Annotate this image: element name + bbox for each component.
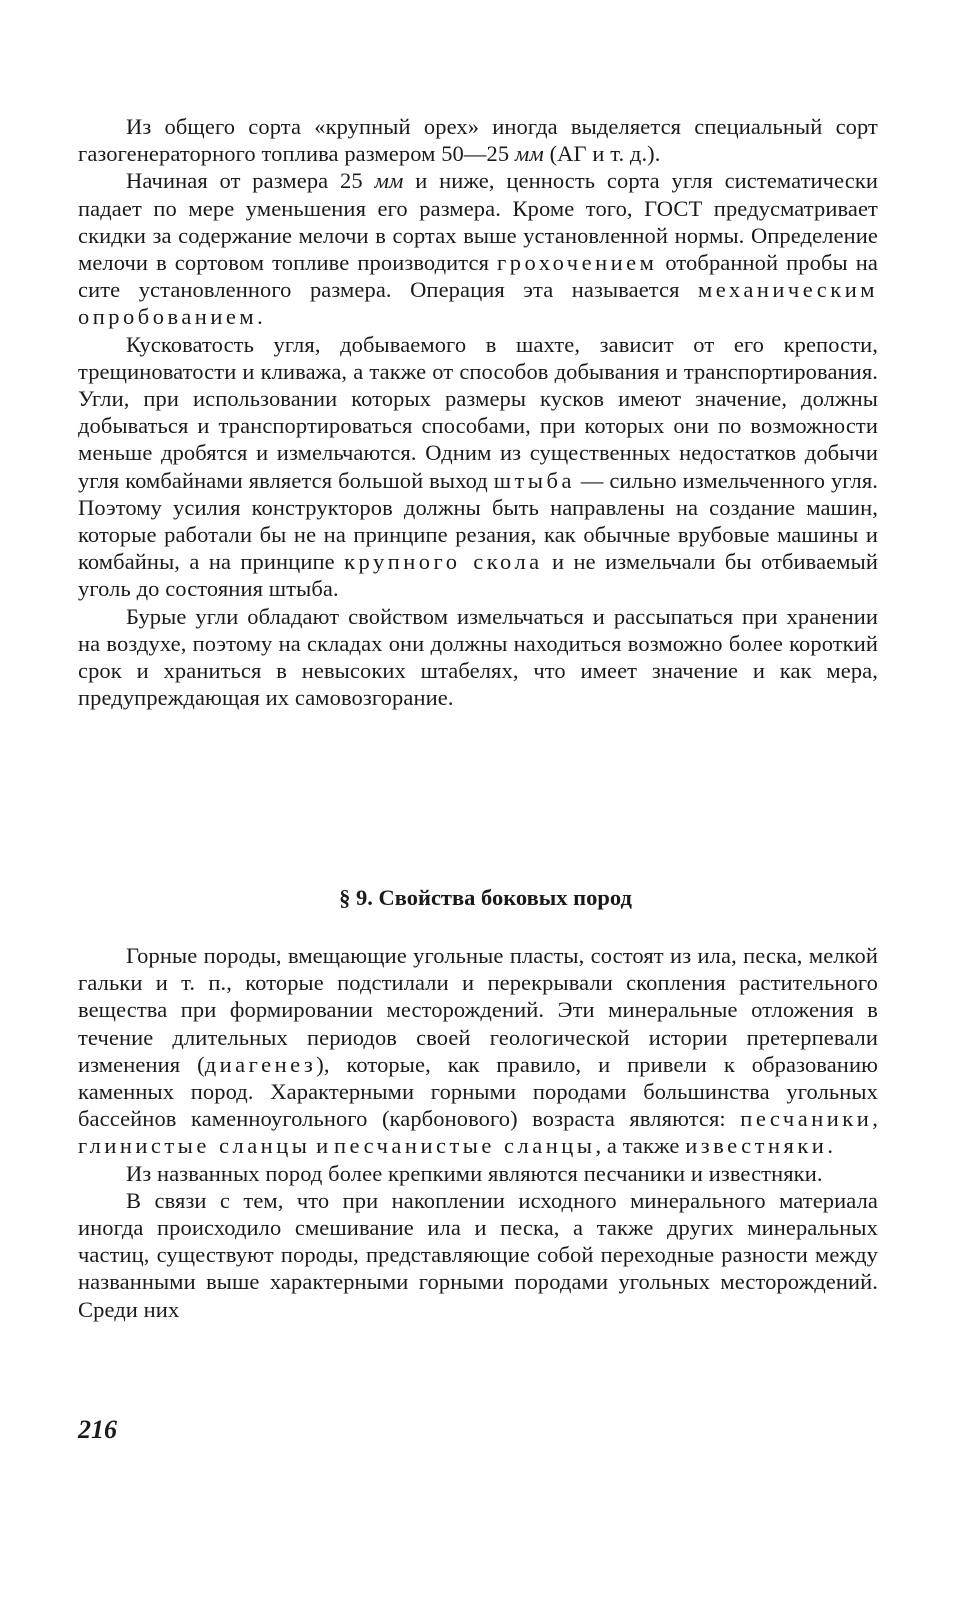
- paragraph: [78, 331, 878, 603]
- spaced-term: крупного скола: [344, 549, 543, 575]
- text-run: ), которые, как правило, и привели к образованию каменных пород. Характерными горными породами большинства угольных бассейнов каменноугольного (карбонового) возраста являются:: [78, 1051, 878, 1132]
- unit-italic: мм: [514, 141, 544, 167]
- page-number: 216: [78, 1415, 117, 1444]
- paragraph: [78, 167, 878, 330]
- text-block-bottom: [78, 942, 878, 1323]
- paragraph: [78, 603, 878, 712]
- text-run: Горные породы, вмещающие угольные пласты, состоят из ила, песка, мелкой гальки и т. п., которые подстилали и перекрывали скопления растительного вещества при формировании месторождений. Эти минеральные отложения в течение длительных периодов своей геологической истории претерпевали изменения (: [78, 943, 878, 1077]
- text-run: Начиная от размера 25: [126, 168, 375, 194]
- spaced-term: песчаники: [740, 1106, 873, 1132]
- spaced-term: механическим опробованием: [78, 277, 878, 330]
- spaced-term: грохочением: [497, 250, 658, 276]
- text-run: и ниже, ценность сорта угля систематически падает по мере уменьшения его размера. Кроме того, ГОСТ предусматривает скидки за содержание мелочи в сортах выше установленной нормы. Определение мелочи в сортовом топливе производится: [78, 168, 879, 276]
- spaced-term: известняки: [685, 1133, 828, 1159]
- section-heading: § 9. Свойства боковых пород: [339, 885, 632, 910]
- text-run: Кусковатость угля, добываемого в шахте, зависит от его крепости, трещиноватости и кливажа, а также от способов добывания и транспортирования. Угли, при использовании которых размеры кусков имеют значение, должны добываться и транспортироваться способами, при которых они по возможности меньше дробятся и измельчаются. Одним из существенных недостатков добычи угля комбайнами является большой выход: [78, 331, 878, 493]
- text-block-top: [78, 113, 878, 711]
- spaced-term: песчанистые сланцы: [333, 1133, 596, 1159]
- spaced-term: глинистые сланцы: [78, 1133, 311, 1159]
- paragraph: [78, 113, 878, 167]
- text-run: и не измельчали бы отбиваемый уголь до состояния штыба.: [78, 549, 878, 602]
- spaced-term: диагенез: [204, 1051, 317, 1077]
- text-run: Из общего сорта «крупный орех» иногда выделяется специальный сорт газогенераторного топлива размером 50—25: [78, 114, 878, 167]
- text-run: .: [257, 304, 263, 330]
- spaced-term: штыба: [493, 467, 575, 493]
- text-run: — сильно измельченного угля. Поэтому усилия конструкторов должны быть направлены на создание машин, которые работали бы не на принципе резания, как обычные врубовые машины и комбайны, а на принципе: [78, 467, 878, 575]
- paragraph: [78, 1187, 878, 1323]
- text-run: ,: [872, 1106, 878, 1132]
- text-run: отобранной пробы на сите установленного размера. Операция эта называется: [78, 250, 878, 303]
- text-run: Бурые угли обладают свойством измельчаться и рассыпаться при хранении на воздухе, поэтому на складах они должны находиться возможно более короткий срок и храниться в невысоких штабелях, что имеет значение и как мера, предупреждающая их самовозгорание.: [78, 603, 878, 711]
- paragraph: [78, 942, 878, 1160]
- text-run: Из названных пород более крепкими являются песчаники и известняки.: [126, 1160, 823, 1186]
- text-run: .: [827, 1133, 834, 1159]
- paragraph: [78, 1160, 878, 1187]
- text-run: и: [310, 1133, 334, 1159]
- text-run: , а также: [595, 1133, 686, 1159]
- unit-italic: мм: [374, 168, 404, 194]
- text-run: В связи с тем, что при накоплении исходного минерального материала иногда происходило смешивание ила и песка, а также других минеральных частиц, существуют породы, представляющие собой переходные разности между названными выше характерными горными породами угольных месторождений. Среди них: [78, 1187, 878, 1322]
- text-run: (АГ и т. д.).: [543, 141, 661, 167]
